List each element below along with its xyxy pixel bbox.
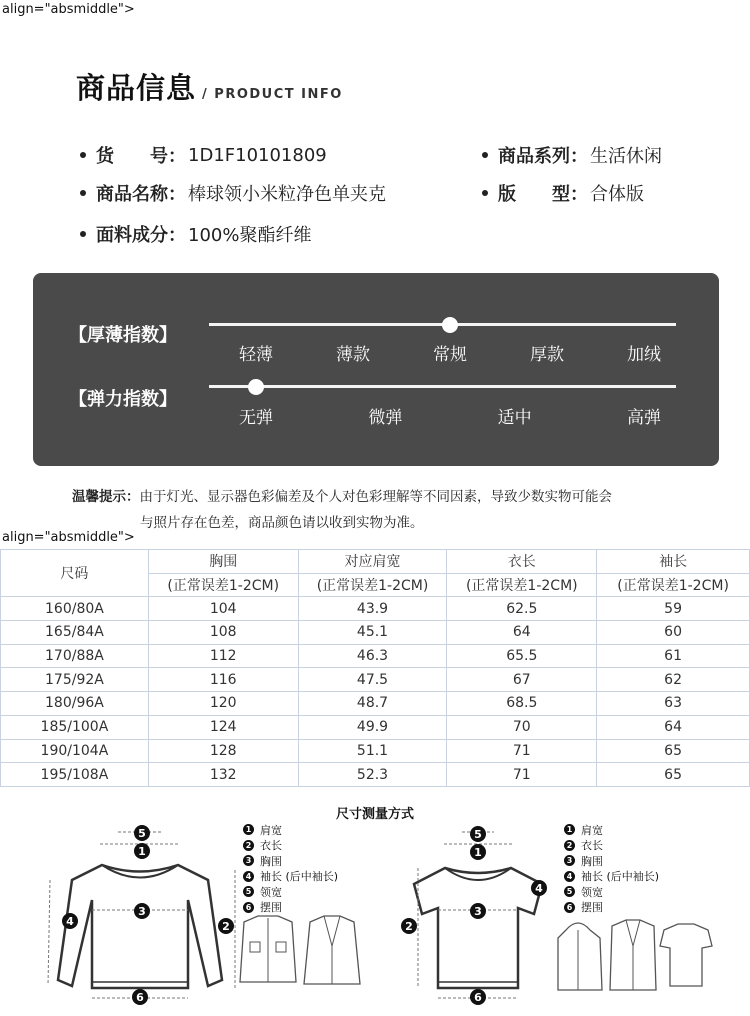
- legend-number: 6: [243, 902, 254, 913]
- legend-item: [564, 822, 659, 838]
- jacket-sketches: [236, 912, 366, 990]
- callout-3: 3: [470, 903, 486, 919]
- table-row: [1, 621, 750, 645]
- legend-item: [243, 869, 338, 885]
- elasticity-option: 无弹: [239, 408, 273, 428]
- table-cell: 59: [597, 597, 750, 621]
- callout-6: 6: [132, 989, 148, 1005]
- table-cell: 190/104A: [1, 739, 149, 763]
- elasticity-option: 适中: [497, 408, 532, 428]
- info-label: 商品名称：: [96, 184, 186, 205]
- table-cell: 67: [447, 668, 597, 692]
- header-chest: 胸围: [148, 550, 298, 574]
- garment-sketches: [556, 916, 716, 994]
- legend-text: 领宽: [260, 885, 282, 899]
- legend-number: 4: [243, 871, 254, 882]
- table-cell: 63: [597, 692, 750, 716]
- legend-text: 肩宽: [581, 823, 603, 837]
- elasticity-label: 【弹力指数】: [69, 389, 177, 410]
- legend-item: [564, 884, 659, 900]
- legend-text: 胸围: [581, 854, 603, 868]
- thickness-option: 轻薄: [239, 345, 273, 365]
- thickness-option: 薄款: [336, 345, 370, 365]
- legend-number: 3: [564, 855, 575, 866]
- table-row: [1, 763, 750, 787]
- thickness-option: 常规: [433, 345, 467, 365]
- legend-number: 6: [564, 902, 575, 913]
- callout-5: 5: [134, 825, 150, 841]
- thickness-option: 加绒: [627, 345, 661, 365]
- table-cell: 112: [148, 644, 298, 668]
- legend-item: [564, 838, 659, 854]
- callout-6: 6: [470, 989, 486, 1005]
- legend-item: [564, 900, 659, 916]
- bullet-icon: [482, 152, 488, 158]
- callout-3: 3: [134, 903, 150, 919]
- legend-number: 5: [243, 886, 254, 897]
- table-cell: 175/92A: [1, 668, 149, 692]
- table-cell: 65: [597, 763, 750, 787]
- table-cell: 170/88A: [1, 644, 149, 668]
- table-cell: 46.3: [298, 644, 447, 668]
- thickness-indicator-knob: [442, 317, 458, 333]
- notice-text-2: 与照片存在色差，商品颜色请以收到实物为准。: [140, 515, 424, 531]
- page-title: 商品信息: [76, 71, 197, 105]
- notice-text-1: 由于灯光、显示器色彩偏差及个人对色彩理解等不同因素，导致少数实物可能会: [139, 489, 612, 505]
- stray-markup-text: align="absmiddle">: [2, 2, 135, 17]
- table-cell: 132: [148, 763, 298, 787]
- legend-item: [243, 838, 338, 854]
- table-row: [1, 668, 750, 692]
- table-cell: 47.5: [298, 668, 447, 692]
- bullet-icon: [80, 152, 86, 158]
- callout-1: 1: [470, 844, 486, 860]
- table-cell: 104: [148, 597, 298, 621]
- notice-line-1: [72, 485, 612, 505]
- table-cell: 52.3: [298, 763, 447, 787]
- table-cell: 51.1: [298, 739, 447, 763]
- table-row: [1, 692, 750, 716]
- bullet-icon: [80, 231, 86, 237]
- table-cell: 180/96A: [1, 692, 149, 716]
- page-subtitle: / PRODUCT INFO: [202, 87, 343, 102]
- legend-left: [243, 822, 338, 915]
- info-value: 100%聚酯纤维: [188, 225, 312, 246]
- legend-number: 1: [564, 824, 575, 835]
- callout-4: 4: [62, 913, 78, 929]
- table-cell: 64: [597, 715, 750, 739]
- table-cell: 185/100A: [1, 715, 149, 739]
- table-row: [1, 644, 750, 668]
- legend-right: [564, 822, 659, 915]
- table-cell: 64: [447, 621, 597, 645]
- header-shoulder: 对应肩宽: [298, 550, 447, 574]
- thickness-label: 【厚薄指数】: [69, 325, 177, 346]
- legend-text: 肩宽: [260, 823, 282, 837]
- table-cell: 165/84A: [1, 621, 149, 645]
- measure-title: 尺寸测量方式: [335, 807, 414, 822]
- bullet-icon: [80, 190, 86, 196]
- legend-text: 领宽: [581, 885, 603, 899]
- legend-text: 摆围: [581, 901, 603, 915]
- info-label: 商品系列：: [498, 146, 588, 167]
- callout-2: 2: [218, 918, 234, 934]
- table-cell: 108: [148, 621, 298, 645]
- table-cell: 65: [597, 739, 750, 763]
- legend-text: 衣长: [260, 839, 282, 853]
- legend-item: [243, 853, 338, 869]
- legend-number: 2: [564, 840, 575, 851]
- header-sleeve: 袖长: [597, 550, 750, 574]
- table-row: [1, 597, 750, 621]
- info-label: 货 号：: [96, 146, 186, 167]
- legend-item: [564, 869, 659, 885]
- legend-text: 摆围: [260, 901, 282, 915]
- legend-number: 1: [243, 824, 254, 835]
- table-header-row: [1, 550, 750, 574]
- table-cell: 128: [148, 739, 298, 763]
- elasticity-scale-line: [209, 385, 676, 388]
- table-cell: 45.1: [298, 621, 447, 645]
- tolerance-cell: (正常误差1-2CM): [148, 573, 298, 597]
- legend-number: 5: [564, 886, 575, 897]
- info-name: [80, 180, 386, 206]
- tolerance-cell: (正常误差1-2CM): [597, 573, 750, 597]
- table-cell: 195/108A: [1, 763, 149, 787]
- table-cell: 48.7: [298, 692, 447, 716]
- tolerance-cell: (正常误差1-2CM): [298, 573, 447, 597]
- callout-5: 5: [470, 826, 486, 842]
- legend-text: 袖长 (后中袖长): [260, 870, 339, 884]
- size-table: [0, 549, 750, 787]
- info-value: 生活休闲: [590, 146, 662, 167]
- table-cell: 62.5: [447, 597, 597, 621]
- section-header: [76, 66, 343, 107]
- info-value: 1D1F10101809: [188, 144, 327, 166]
- info-label: 版 型：: [498, 184, 588, 205]
- callout-2: 2: [401, 918, 417, 934]
- info-fit: [482, 180, 644, 206]
- legend-text: 衣长: [581, 839, 603, 853]
- info-label: 面料成分：: [96, 225, 186, 246]
- legend-item: [243, 822, 338, 838]
- table-cell: 70: [447, 715, 597, 739]
- table-cell: 61: [597, 644, 750, 668]
- callout-4: 4: [531, 880, 547, 896]
- table-cell: 62: [597, 668, 750, 692]
- legend-item: [564, 853, 659, 869]
- legend-item: [243, 884, 338, 900]
- table-cell: 68.5: [447, 692, 597, 716]
- table-cell: 49.9: [298, 715, 447, 739]
- table-cell: 160/80A: [1, 597, 149, 621]
- tolerance-cell: (正常误差1-2CM): [447, 573, 597, 597]
- header-size: 尺码: [1, 550, 149, 597]
- info-value: 棒球领小米粒净色单夹克: [188, 184, 386, 205]
- table-cell: 71: [447, 739, 597, 763]
- table-row: [1, 715, 750, 739]
- table-cell: 120: [148, 692, 298, 716]
- thickness-option: 厚款: [530, 345, 564, 365]
- table-cell: 43.9: [298, 597, 447, 621]
- header-length: 衣长: [447, 550, 597, 574]
- index-panel: [33, 273, 719, 466]
- table-cell: 124: [148, 715, 298, 739]
- elasticity-option: 微弹: [368, 408, 403, 428]
- legend-number: 3: [243, 855, 254, 866]
- table-cell: 60: [597, 621, 750, 645]
- legend-text: 袖长 (后中袖长): [581, 870, 660, 884]
- notice-label: 温馨提示：: [72, 489, 140, 505]
- bullet-icon: [482, 190, 488, 196]
- table-cell: 71: [447, 763, 597, 787]
- table-row: [1, 739, 750, 763]
- legend-text: 胸围: [260, 854, 282, 868]
- table-cell: 65.5: [447, 644, 597, 668]
- info-sku: [80, 142, 327, 168]
- legend-number: 4: [564, 871, 575, 882]
- stray-markup-text: align="absmiddle">: [2, 530, 135, 545]
- table-cell: 116: [148, 668, 298, 692]
- legend-number: 2: [243, 840, 254, 851]
- elasticity-indicator-knob: [248, 379, 264, 395]
- info-value: 合体版: [590, 184, 644, 205]
- elasticity-option: 高弹: [627, 408, 661, 428]
- callout-1: 1: [134, 843, 150, 859]
- info-fabric: [80, 221, 311, 247]
- info-series: [482, 142, 662, 168]
